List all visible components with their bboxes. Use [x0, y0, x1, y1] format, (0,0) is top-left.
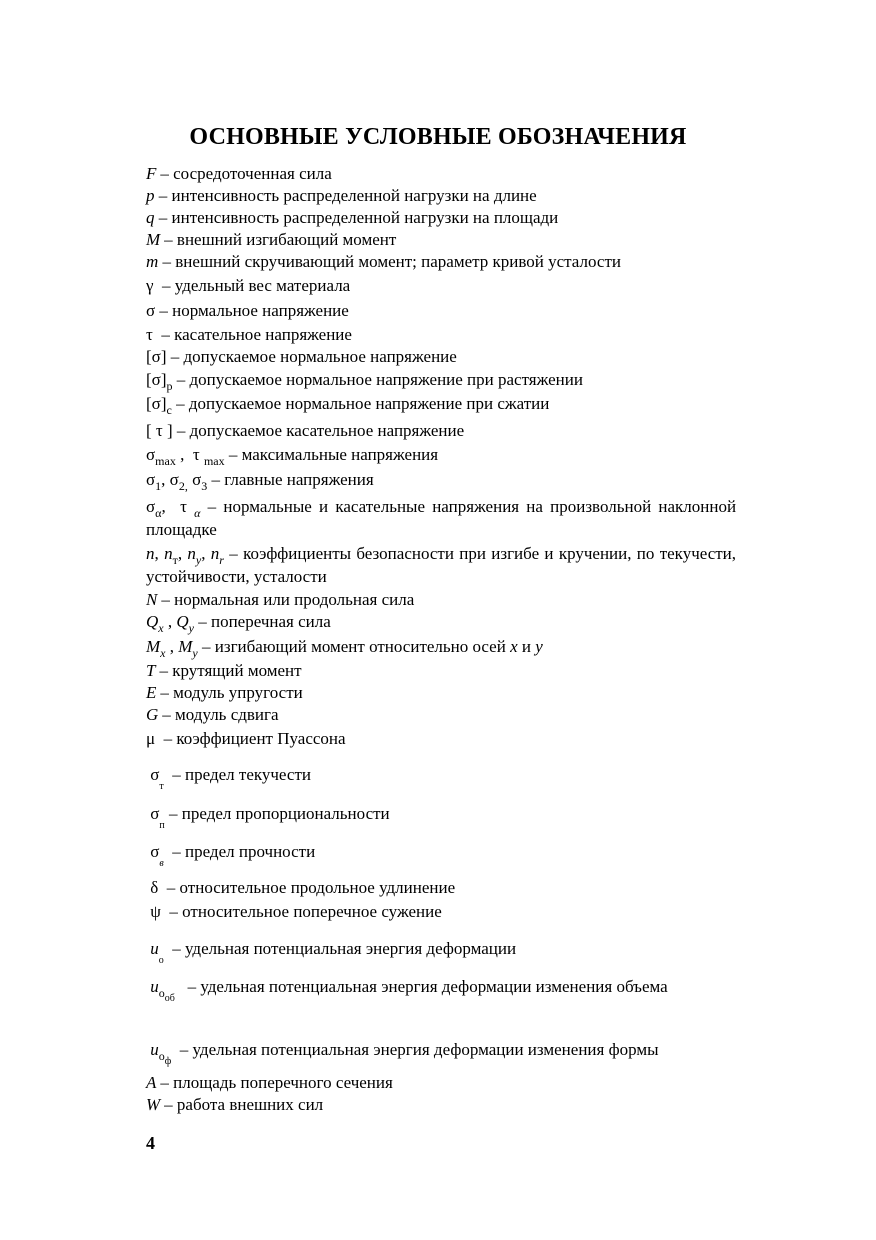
dash: – [228, 445, 238, 464]
axis-x: x [510, 637, 518, 656]
symbol: ψ [150, 902, 161, 921]
symbol: τ [192, 445, 200, 464]
description: модуль упругости [173, 683, 303, 702]
symbol: σ [150, 765, 160, 784]
dash: – [170, 347, 180, 366]
subscript: max [155, 454, 176, 468]
description: относительное продольное удлинение [179, 878, 456, 897]
description: коэффициент Пуассона [176, 729, 346, 748]
entry-delta [146, 877, 736, 899]
description: допускаемое нормальное напряжение при сжатии [188, 394, 550, 413]
subscript: о [158, 955, 164, 966]
entry-u0-volume [146, 976, 736, 1004]
dash: – [164, 1095, 173, 1114]
description: удельная потенциальная энергия деформации изменения формы [192, 1040, 659, 1059]
symbol: σ [146, 445, 156, 464]
dash: – [164, 230, 173, 249]
description: нормальные и касательные напряжения на произвольной наклонной площадке [146, 497, 737, 539]
dash: – [161, 590, 170, 609]
dash: – [169, 902, 178, 921]
entry-A [146, 1072, 736, 1094]
dash: – [169, 804, 178, 823]
dash: – [198, 612, 207, 631]
entry-G [146, 704, 736, 726]
description: предел прочности [185, 842, 316, 861]
entry-u0 [146, 938, 736, 966]
symbol: δ [150, 878, 159, 897]
subscript: α [194, 506, 201, 520]
conjunction: и [521, 637, 531, 656]
subscript: 2 [178, 479, 185, 493]
entry-sigma-adm-p [146, 369, 736, 392]
entry-safety-factors: n, $n_т$, $n_y$, $n_r$ – коэффициенты безопасности при изгибе и кручении, по текучести, устойчивости, усталости [146, 544, 737, 586]
symbol: A [146, 1073, 157, 1092]
subscript: x [158, 621, 164, 635]
description: интенсивность распределенной нагрузки на длине [171, 186, 537, 205]
description: максимальные напряжения [241, 445, 439, 464]
dash: – [163, 729, 173, 748]
subscript: т [159, 781, 164, 792]
description: изгибающий момент относительно осей [214, 637, 506, 656]
subscript: r [219, 553, 224, 567]
entry-max-stress: $\sigma_{max}$ , τ $_{max}$ – максимальные напряжения [146, 445, 439, 468]
entry-sigma-v [146, 841, 736, 869]
dash: – [179, 1040, 189, 1059]
symbol: n [187, 544, 196, 563]
axis-y: y [535, 637, 543, 656]
entry-N [146, 589, 736, 611]
symbol: [ τ ] [146, 421, 173, 440]
description: внешний изгибающий момент [176, 230, 397, 249]
description: предел пропорциональности [181, 804, 390, 823]
description: главные напряжения [224, 470, 374, 489]
entry-principal-stress: $\sigma_1$, $\sigma_{2,}$ $\sigma_3$ – главные напряжения [146, 470, 374, 493]
entry-W [146, 1094, 736, 1116]
symbol: n [210, 544, 220, 563]
entry-Mxy: $M_x$ , $M_y$ – изгибающий момент относительно осей x и y [146, 637, 543, 660]
dash: – [229, 544, 238, 563]
symbol: σ [169, 470, 179, 489]
symbol: M [146, 230, 161, 249]
entry-sigma-t [146, 764, 736, 792]
description: удельная потенциальная энергия деформации [185, 939, 517, 958]
subscript: п [159, 820, 165, 831]
entry-mu [146, 728, 736, 750]
symbol: τ [180, 497, 187, 516]
symbol: T [146, 661, 156, 680]
subscript: y [195, 553, 202, 567]
dash: – [176, 394, 185, 413]
subscript: т [172, 553, 178, 567]
dash: – [161, 325, 170, 344]
description: допускаемое нормальное напряжение при растяжении [189, 370, 583, 389]
symbol: G [146, 705, 159, 724]
dash: – [172, 765, 181, 784]
symbol: M [178, 637, 193, 656]
symbol: [σ] [146, 347, 167, 366]
entry-u0-shape [146, 1039, 736, 1067]
symbol: τ [146, 325, 153, 344]
subscript: α [155, 506, 162, 520]
symbol: γ [146, 276, 154, 295]
dash: – [172, 842, 181, 861]
entry-alpha-stress: $\sigma_\alpha$, τ $_\alpha$ – нормальные и касательные напряжения на произвольной наклонной площадке [146, 497, 737, 539]
entry-F [146, 163, 736, 185]
description: нормальное напряжение [172, 301, 349, 320]
dash: – [160, 164, 169, 183]
dash: – [162, 252, 172, 271]
entry-q [146, 207, 736, 229]
symbol: N [146, 590, 158, 609]
subscript: y [188, 621, 194, 635]
subscript: в [159, 858, 164, 869]
dash: – [162, 705, 171, 724]
description: касательное напряжение [174, 325, 352, 344]
subscript: y [192, 646, 198, 660]
entry-sigma-pr [146, 803, 736, 831]
subscript: max [203, 454, 225, 468]
symbol: σ [150, 842, 160, 861]
entry-sigma [146, 300, 736, 322]
description: допускаемое касательное напряжение [189, 421, 465, 440]
subscript-2: ф [164, 1056, 172, 1067]
dash: – [187, 977, 197, 996]
entry-Q: $Q_x$ , $Q_y$ – поперечная сила [146, 612, 331, 635]
entry-psi [146, 901, 736, 923]
dash: – [176, 421, 186, 440]
dash: – [159, 661, 168, 680]
description: коэффициенты безопасности при изгибе и кручении, по текучести, устойчивости, усталости [146, 544, 737, 586]
symbol: u [150, 939, 159, 958]
dash: – [207, 497, 217, 516]
symbol: W [146, 1095, 161, 1114]
entry-tau-adm [146, 420, 736, 442]
description: работа внешних сил [176, 1095, 324, 1114]
description: внешний скручивающий момент; параметр кривой усталости [175, 252, 621, 271]
dash: – [172, 939, 181, 958]
symbol: σ [146, 301, 156, 320]
dash: – [160, 1073, 169, 1092]
symbol: [σ] [146, 394, 167, 413]
dash: – [162, 276, 171, 295]
description: удельный вес материала [174, 276, 351, 295]
description: сосредоточенная сила [173, 164, 332, 183]
dash: – [211, 470, 221, 489]
subscript: о [158, 986, 165, 1000]
symbol: u [150, 977, 159, 996]
entry-M [146, 229, 736, 251]
description: нормальная или продольная сила [174, 590, 415, 609]
subscript-2: об [164, 993, 175, 1004]
symbol: q [146, 208, 155, 227]
description: интенсивность распределенной нагрузки на площади [171, 208, 559, 227]
description: модуль сдвига [175, 705, 279, 724]
dash: – [158, 208, 168, 227]
symbol: Q [176, 612, 189, 631]
subscript: p [166, 379, 173, 393]
entry-gamma [146, 275, 736, 297]
symbol: m [146, 252, 159, 271]
symbol: σ [150, 804, 160, 823]
entry-tau [146, 324, 736, 346]
symbol: [σ] [146, 370, 167, 389]
description: площадь поперечного сечения [173, 1073, 393, 1092]
entry-E [146, 682, 736, 704]
subscript: c [166, 403, 172, 417]
subscript: x [160, 646, 166, 660]
symbol: n [164, 544, 173, 563]
page-title: ОСНОВНЫЕ УСЛОВНЫЕ ОБОЗНАЧЕНИЯ [189, 124, 687, 150]
dash: – [176, 370, 186, 389]
symbol: u [150, 1040, 159, 1059]
description: поперечная сила [210, 612, 331, 631]
symbol: n [146, 544, 155, 563]
symbol: Q [146, 612, 159, 631]
page-number: 4 [146, 1133, 155, 1153]
symbol: p [146, 186, 155, 205]
symbol: F [146, 164, 157, 183]
description: крутящий момент [172, 661, 302, 680]
symbol: σ [192, 470, 202, 489]
dash: – [202, 637, 211, 656]
description: удельная потенциальная энергия деформации изменения объема [200, 977, 668, 996]
description: предел текучести [185, 765, 311, 784]
subscript: 3 [201, 479, 208, 493]
dash: – [166, 878, 176, 897]
entry-sigma-adm-c [146, 393, 736, 416]
description: относительное поперечное сужение [182, 902, 442, 921]
entry-sigma-adm [146, 346, 736, 368]
entry-T [146, 660, 736, 682]
dash: – [160, 683, 169, 702]
symbol: M [146, 637, 161, 656]
entry-m [146, 251, 736, 273]
description: допускаемое нормальное напряжение [183, 347, 457, 366]
symbol: E [146, 683, 157, 702]
symbol: μ [146, 729, 156, 748]
entry-p [146, 185, 736, 207]
symbol: σ [146, 470, 156, 489]
subscript: 1 [155, 479, 162, 493]
dash: – [158, 186, 168, 205]
dash: – [159, 301, 168, 320]
symbol: σ [146, 497, 156, 516]
subscript: о [158, 1049, 165, 1063]
